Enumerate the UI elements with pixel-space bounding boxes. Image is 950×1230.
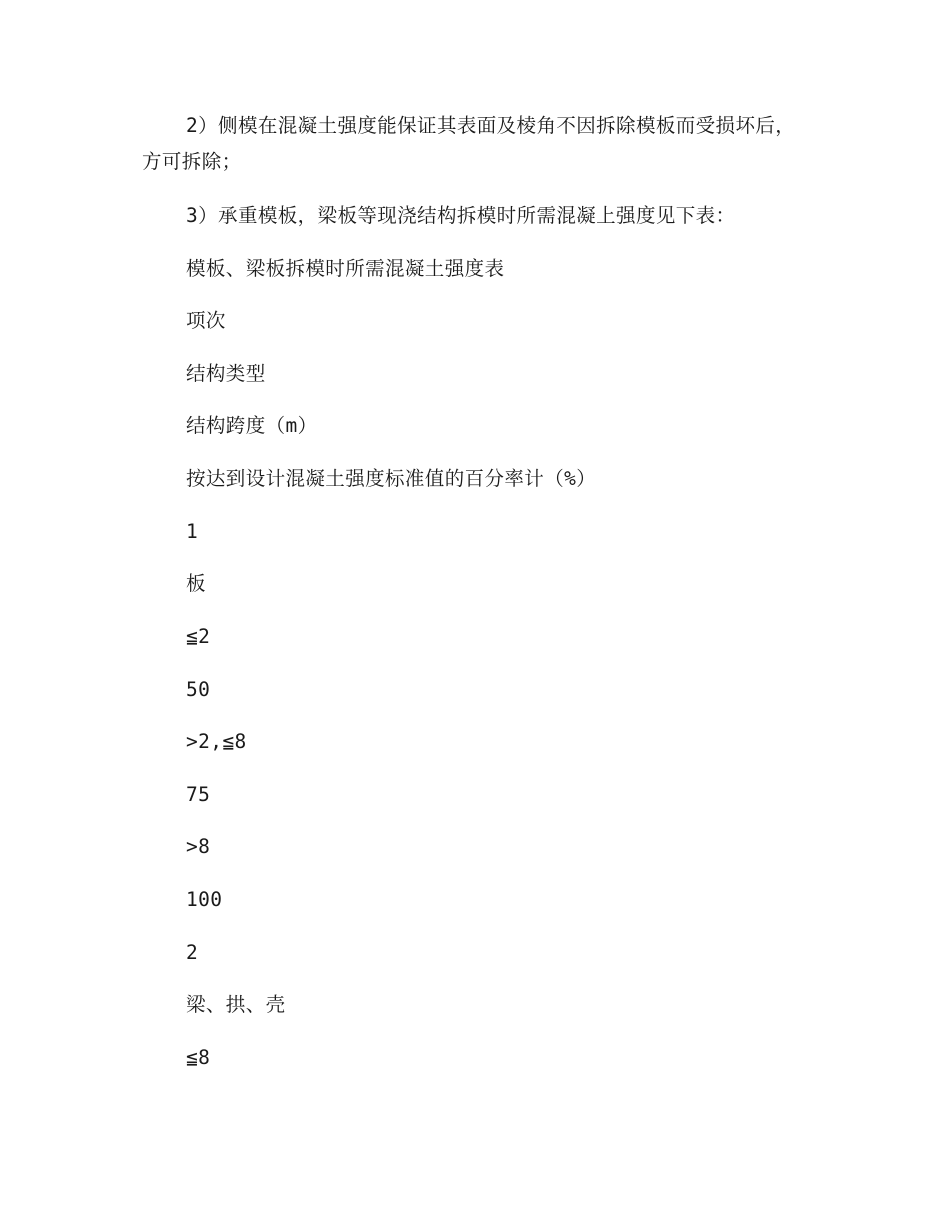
- row2-span-a: ≦8: [186, 1046, 211, 1069]
- header-structure-type: 结构类型: [186, 362, 266, 385]
- header-item-number: 项次: [186, 309, 226, 332]
- paragraph-side-formwork: 2）侧模在混凝土强度能保证其表面及棱角不因拆除模板而受损坏后，方可拆除；: [142, 114, 796, 173]
- row1-percent-a: 50: [186, 678, 211, 701]
- table-title: 模板、梁板拆模时所需混凝土强度表: [186, 257, 505, 280]
- row1-span-c: >8: [186, 835, 211, 858]
- header-strength-percentage: 按达到设计混凝土强度标准值的百分率计（%）: [186, 467, 597, 490]
- row1-percent-b: 75: [186, 783, 211, 806]
- paragraph-load-bearing-formwork: 3）承重模板，梁板等现浇结构拆模时所需混凝上强度见下表：: [186, 204, 736, 227]
- row1-item-number: 1: [186, 520, 199, 543]
- row2-structure-type: 梁、拱、壳: [186, 993, 286, 1016]
- row1-percent-c: 100: [186, 888, 223, 911]
- row1-span-a: ≦2: [186, 625, 211, 648]
- row2-item-number: 2: [186, 941, 199, 964]
- row1-structure-type: 板: [186, 572, 206, 595]
- header-structure-span: 结构跨度（m）: [186, 414, 318, 437]
- row1-span-b: >2,≦8: [186, 730, 247, 753]
